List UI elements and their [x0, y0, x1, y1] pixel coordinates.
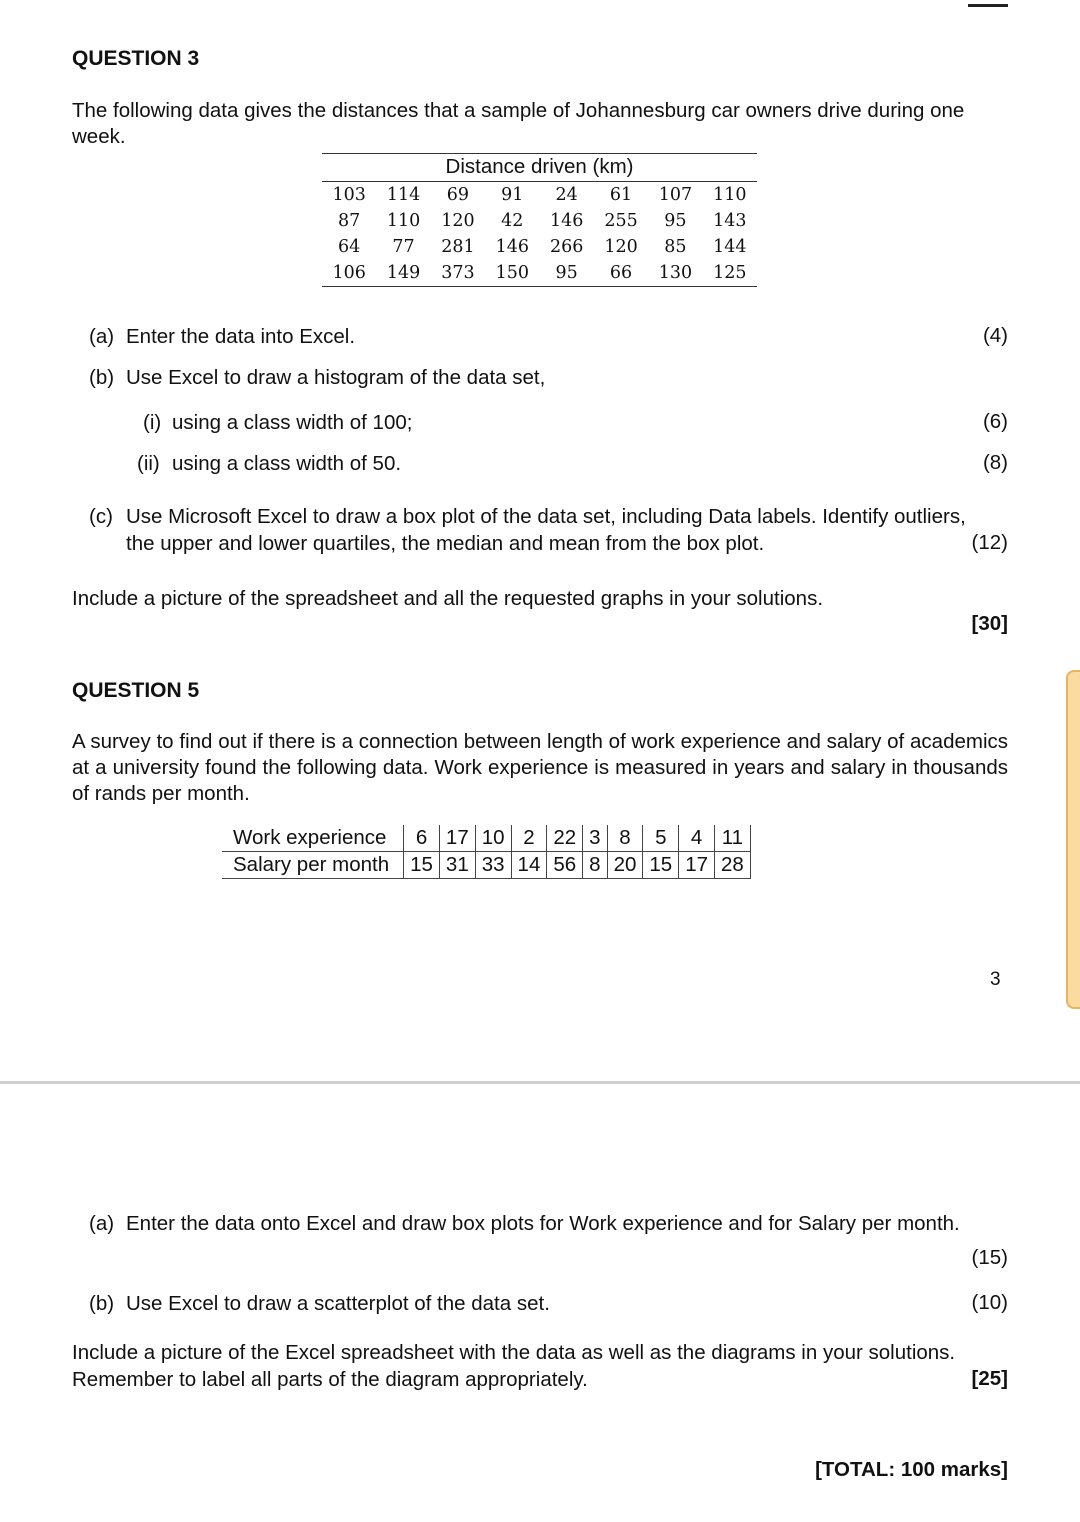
q3-heading: QUESTION 3 [72, 47, 200, 70]
q3a-text: Enter the data into Excel. [126, 325, 356, 348]
table-cell: 2 [511, 825, 547, 852]
table-cell: 3 [583, 825, 607, 852]
table-cell: 64 [338, 237, 361, 257]
q5-intro: A survey to find out if there is a connection between length of work experience and salary of academics at a university found the following data. Work experience is measured in years and salary in thousands of rands per month. [72, 730, 1008, 805]
table-cell: 5 [643, 825, 679, 852]
page-divider [0, 1081, 1080, 1084]
table-cell: 42 [501, 211, 524, 231]
table-row [322, 182, 757, 208]
table-cell: 130 [658, 263, 693, 283]
table-cell: 24 [555, 185, 578, 205]
scrollbar-handle[interactable] [1066, 670, 1080, 1009]
table-cell: 281 [441, 237, 475, 257]
table-cell: 28 [715, 852, 751, 879]
previous-page-total-fragment [968, 0, 1008, 7]
q3bi-marks: (6) [982, 410, 1008, 433]
q5-include-note-line2: Remember to label all parts of the diagram appropriately. [72, 1368, 588, 1391]
table-cell: 114 [386, 185, 421, 205]
q3-total: [30] [971, 612, 1008, 635]
table-cell: 255 [604, 211, 638, 231]
table-cell: 120 [441, 211, 475, 231]
table-cell: 150 [495, 263, 530, 283]
q3bi-text: using a class width of 100; [172, 411, 413, 434]
table-cell: 103 [332, 185, 366, 205]
q5-heading: QUESTION 5 [72, 679, 200, 702]
table-cell: 66 [609, 263, 633, 283]
q3a-label: (a) [89, 325, 115, 348]
table-cell: 17 [679, 852, 715, 879]
table-cell: 120 [604, 237, 638, 257]
table-cell: 143 [713, 211, 747, 231]
table-cell: 144 [713, 237, 747, 257]
q5b-marks: (10) [971, 1291, 1008, 1314]
table-cell: 85 [664, 237, 687, 257]
table-cell: 10 [475, 825, 511, 852]
q3b-label: (b) [89, 366, 115, 389]
experience-salary-table [222, 825, 751, 879]
q3-include-note: Include a picture of the spreadsheet and all the requested graphs in your solutions. [72, 587, 824, 610]
table-cell: 146 [549, 211, 584, 231]
table-cell: 56 [547, 852, 583, 879]
q5-include-note-line1: Include a picture of the Excel spreadsheet with the data as well as the diagrams in your solutions. [72, 1341, 956, 1364]
q5b-text: Use Excel to draw a scatterplot of the data set. [126, 1292, 550, 1315]
table-cell: 373 [441, 263, 475, 283]
table-row [322, 234, 757, 260]
q3c-label: (c) [89, 505, 113, 528]
q5-total: [25] [971, 1367, 1008, 1390]
q3c-marks: (12) [971, 531, 1008, 554]
table-cell: 110 [713, 185, 747, 205]
table-cell: 69 [446, 185, 470, 205]
table-cell: 146 [495, 237, 530, 257]
distance-table-title: Distance driven (km) [322, 153, 757, 182]
table-cell: 125 [713, 263, 747, 283]
table-cell: 17 [439, 825, 475, 852]
table-cell: 106 [332, 263, 366, 283]
table-cell: 110 [386, 211, 421, 231]
table-cell: 266 [549, 237, 584, 257]
q5a-marks: (15) [971, 1246, 1008, 1269]
table-cell: 4 [679, 825, 715, 852]
table-cell: 77 [392, 237, 415, 257]
row-label: Salary per month [222, 852, 404, 879]
table-cell: 107 [658, 185, 693, 205]
table-cell: 8 [607, 825, 643, 852]
work-experience-row [222, 825, 750, 852]
distance-table-body [322, 182, 757, 287]
q5b-label: (b) [89, 1292, 115, 1315]
table-cell: 15 [404, 852, 440, 879]
table-cell: 149 [386, 263, 421, 283]
table-cell: 95 [664, 211, 687, 231]
table-cell: 8 [583, 852, 607, 879]
table-cell: 20 [607, 852, 643, 879]
table-cell: 31 [439, 852, 475, 879]
table-cell: 11 [715, 825, 751, 852]
q3bi-label: (i) [143, 411, 162, 434]
table-cell: 6 [404, 825, 440, 852]
table-cell: 22 [547, 825, 583, 852]
q3c-text-line2: the upper and lower quartiles, the median and mean from the box plot. [126, 532, 765, 555]
q3a-marks: (4) [982, 324, 1008, 347]
page-number: 3 [990, 969, 1001, 990]
q3bii-marks: (8) [982, 451, 1008, 474]
q5a-label: (a) [89, 1212, 115, 1235]
row-label: Work experience [222, 825, 404, 852]
table-cell: 14 [511, 852, 547, 879]
table-cell: 33 [475, 852, 511, 879]
distance-table [322, 153, 757, 287]
grand-total: [TOTAL: 100 marks] [815, 1458, 1008, 1481]
table-row [322, 208, 757, 234]
table-cell: 61 [609, 185, 633, 205]
q3bii-label: (ii) [137, 452, 160, 475]
table-cell: 87 [338, 211, 361, 231]
q3-intro: The following data gives the distances that a sample of Johannesburg car owners drive during one week. [72, 99, 965, 148]
q3c-text-line1: Use Microsoft Excel to draw a box plot of the data set, including Data labels. Identify outliers, [126, 505, 966, 528]
q5a-text: Enter the data onto Excel and draw box plots for Work experience and for Salary per month. [126, 1212, 960, 1235]
q3b-text: Use Excel to draw a histogram of the data set, [126, 366, 546, 389]
q3bii-text: using a class width of 50. [172, 452, 402, 475]
table-cell: 15 [643, 852, 679, 879]
table-cell: 91 [501, 185, 524, 205]
salary-row [222, 852, 750, 879]
table-cell: 95 [555, 263, 578, 283]
table-row [322, 260, 757, 287]
